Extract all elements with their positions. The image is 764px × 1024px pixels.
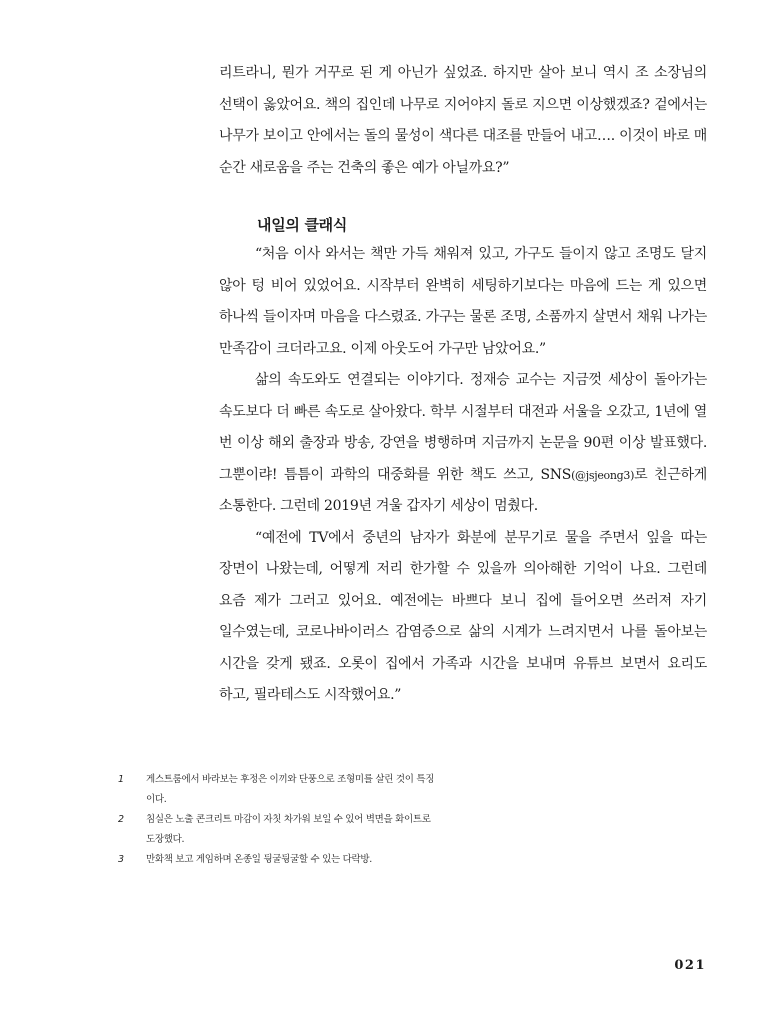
intro-paragraph: 리트라니, 뭔가 거꾸로 된 게 아닌가 싶었죠. 하지만 살아 보니 역시 조 소장님의 선택이 옳았어요. 책의 집인데 나무로 지어야지 돌로 지으면 이상했겠죠? 겉에서는 나무가 보이고 안에서는 돌의 물성이 색다른 대조를 만들어 내고…. 이것이 바로 매 순간 새로움을 주는 건축의 좋은 예가 아닐까요?” — [219, 65, 707, 176]
article-body — [219, 58, 707, 712]
footnote-item — [118, 810, 438, 850]
quote-paragraph-2: “예전에 TV에서 중년의 남자가 화분에 분무기로 물을 주면서 잎을 따는 장면이 나왔는데, 어떻게 저리 한가할 수 있을까 의아해한 기억이 나요. 그런데 요즘 제가 그러고 있어요. 예전에는 바쁘다 보니 집에 들어오면 쓰러져 자기 일수였는데, 코로나바이러스 감염증으로 삶의 시계가 느려지면서 나를 돌아보는 시간을 갖게 됐죠. 오롯이 집에서 가족과 시간을 보내며 유튜브 보면서 요리도 하고, 필라테스도 시작했어요.” — [219, 529, 707, 703]
page-number: 021 — [674, 958, 706, 973]
narrative-text-end: 로 친근하게 소통한다. 그런데 2019년 겨울 갑자기 세상이 멈췄다. — [219, 466, 707, 514]
sns-handle: (@jsjeong3) — [571, 468, 635, 482]
footnotes — [118, 770, 438, 870]
footnote-text: 만화책 보고 게임하며 온종일 뒹굴뒹굴할 수 있는 다락방. — [146, 854, 372, 865]
narrative-text-start: 삶의 속도와도 연결되는 이야기다. 정재승 교수는 지금껏 세상이 돌아가는 속도보다 더 빠른 속도로 살아왔다. 학부 시절부터 대전과 서울을 오갔고, 1년에 열 번 이상 해외 출장과 방송, 강연을 병행하며 지금까지 논문을 90편 이상 발표했다. 그뿐이랴! 틈틈이 과학의 대중화를 위한 책도 쓰고, SNS — [219, 372, 707, 483]
footnote-number: 1 — [118, 774, 124, 785]
footnote-text: 게스트룸에서 바라보는 후정은 이끼와 단풍으로 조형미를 살린 것이 특징이다. — [146, 774, 435, 805]
footnote-text: 침실은 노출 콘크리트 마감이 자칫 차가워 보일 수 있어 벽면을 화이트로 도장했다. — [146, 814, 431, 845]
footnote-number: 2 — [118, 814, 124, 825]
footnote-item — [118, 850, 438, 870]
narrative-paragraph — [219, 365, 707, 523]
section-heading: 내일의 클래식 — [257, 216, 348, 234]
footnote-item — [118, 770, 438, 810]
footnote-number: 3 — [118, 854, 124, 865]
quote-paragraph-1: “처음 이사 와서는 책만 가득 채워져 있고, 가구도 들이지 않고 조명도 달지 않아 텅 비어 있었어요. 시작부터 완벽히 세팅하기보다는 마음에 드는 게 있으면 하나씩 들이자며 마음을 다스렸죠. 가구는 물론 조명, 소품까지 살면서 채워 나가는 만족감이 크더라고요. 이제 아웃도어 가구만 남았어요.” — [219, 246, 707, 357]
